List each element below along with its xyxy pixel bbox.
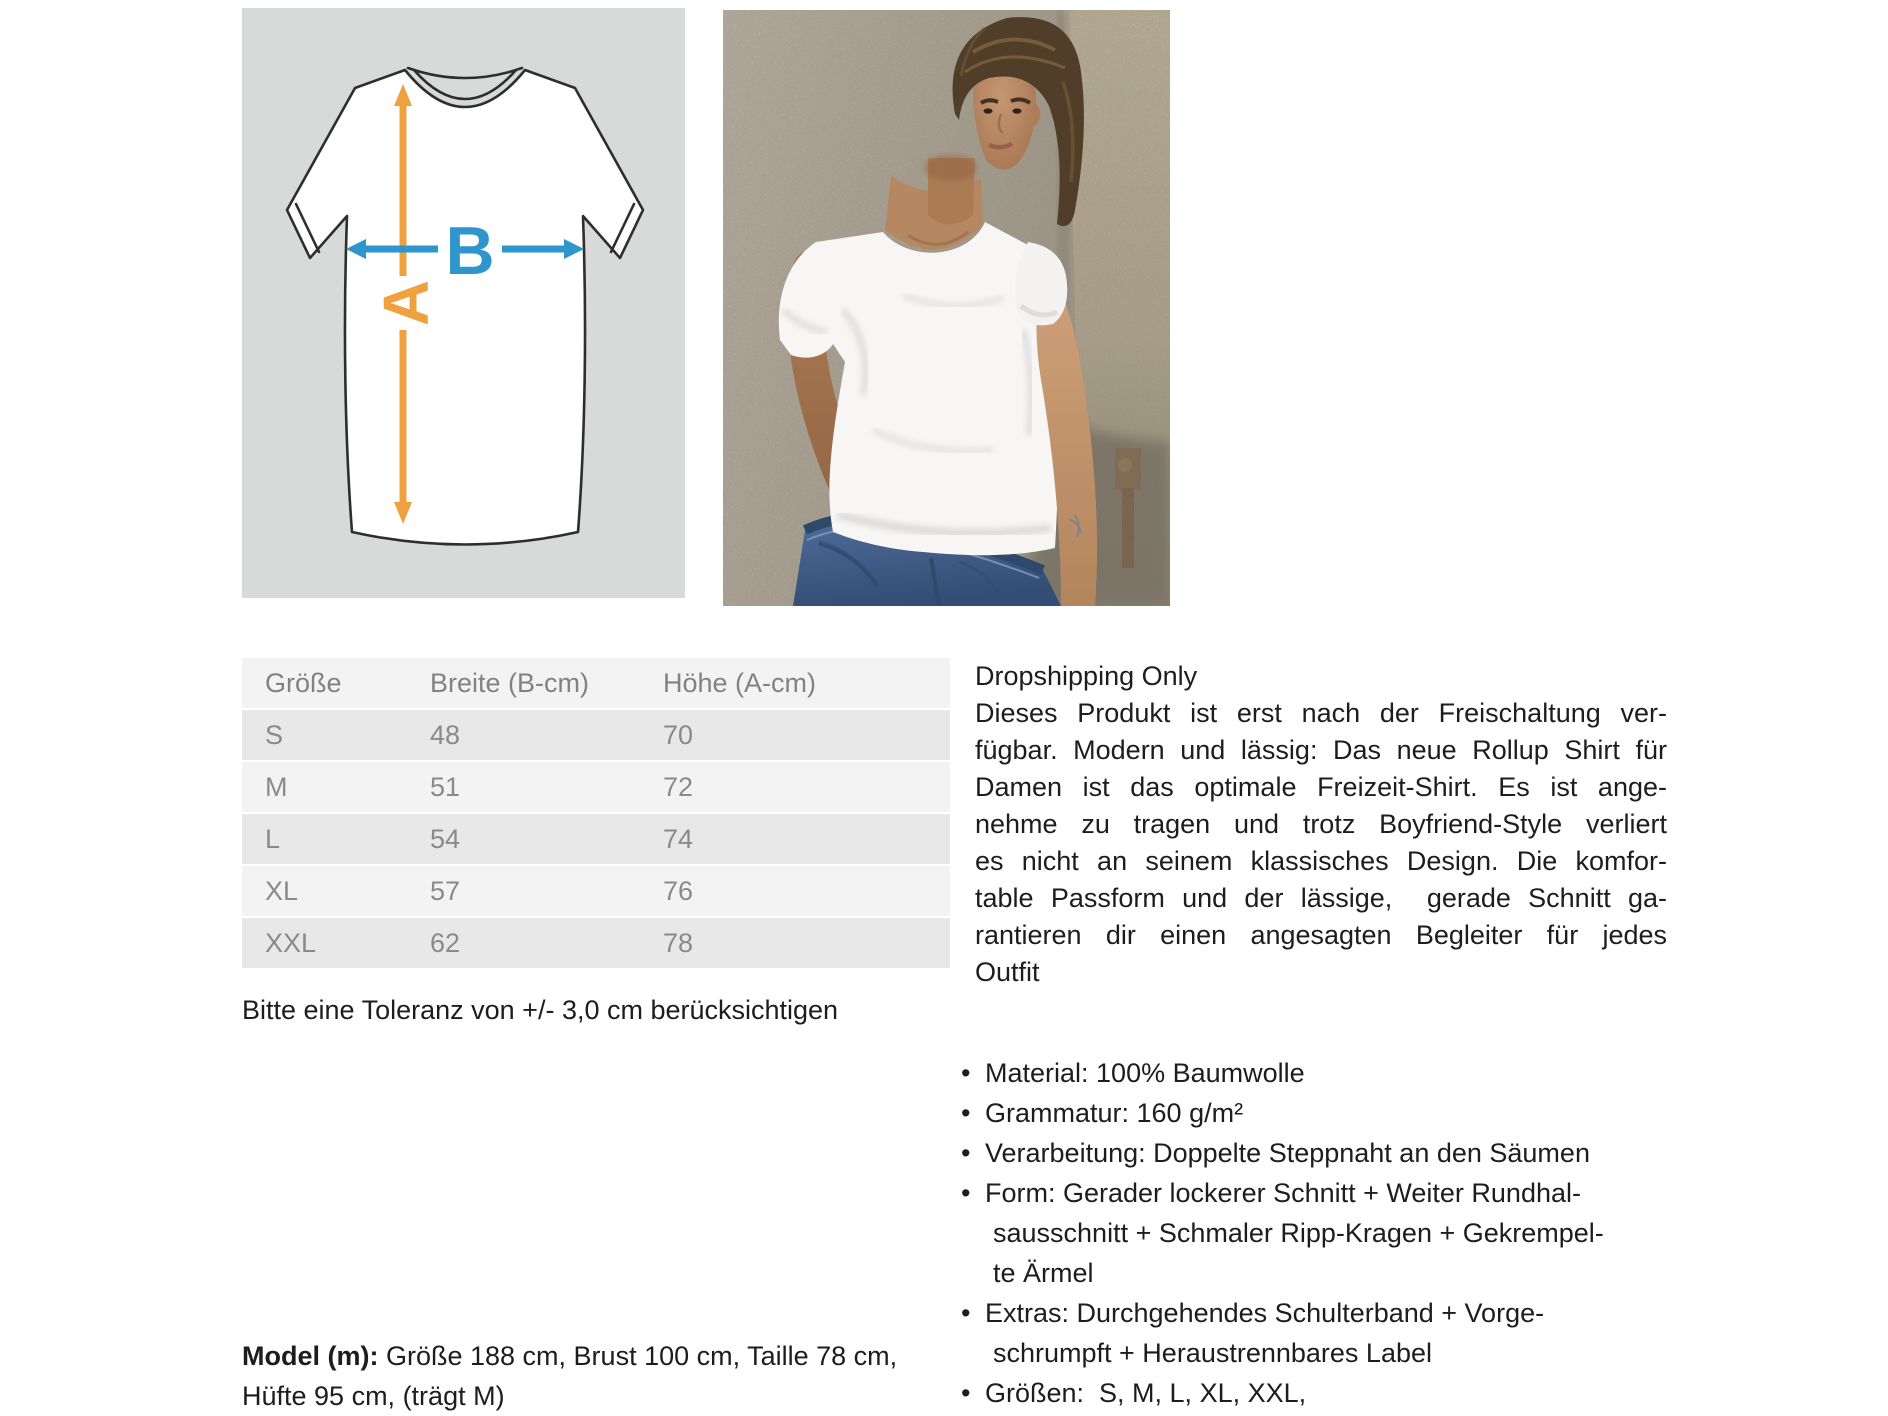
feature-item [961, 1133, 1667, 1173]
size-cell: M [265, 771, 288, 802]
feature-text: schrumpft + Heraustrennbares Label [993, 1338, 1432, 1368]
size-table-header [242, 658, 950, 710]
width-cell: 57 [430, 875, 461, 906]
feature-text: Verarbeitung: Doppelte Steppnaht an den Säumen [985, 1138, 1590, 1168]
bullet-icon: • [961, 1378, 971, 1408]
bullet-icon [961, 1253, 993, 1293]
feature-item [961, 1293, 1667, 1333]
size-cell: XXL [265, 927, 317, 958]
feature-text: Form: Gerader lockerer Schnitt + Weiter Rundhal- [985, 1178, 1581, 1208]
size-table-header-cell: Höhe (A-cm) [663, 667, 817, 698]
description-line: fügbar. Modern und lässig: Das neue Rollup Shirt für [975, 735, 1667, 765]
width-label: B [445, 213, 495, 289]
feature-text: Größen: S, M, L, XL, XXL, [985, 1378, 1307, 1408]
height-cell: 72 [663, 771, 694, 802]
height-label: A [370, 279, 442, 327]
feature-item [961, 1093, 1667, 1133]
bullet-icon [961, 1213, 993, 1253]
width-cell: 48 [430, 719, 461, 750]
bullet-icon [961, 1333, 993, 1373]
size-table-row [242, 866, 950, 918]
description-title: Dropshipping Only [975, 661, 1198, 691]
height-cell: 70 [663, 719, 694, 750]
description-line: Damen ist das optimale Freizeit-Shirt. Es ist ange- [975, 772, 1667, 802]
size-table-row [242, 814, 950, 866]
feature-item [961, 1253, 1667, 1293]
tolerance-note: Bitte eine Toleranz von +/- 3,0 cm berücksichtigen [242, 995, 839, 1025]
size-diagram [242, 8, 685, 598]
description-line: rantieren dir einen angesagten Begleiter für jedes [975, 920, 1667, 950]
bullet-icon: • [961, 1058, 971, 1088]
size-table-row [242, 762, 950, 814]
feature-text: Extras: Durchgehendes Schulterband + Vorge- [985, 1298, 1545, 1328]
model-info-measurements: Größe 188 cm, Brust 100 cm, Taille 78 cm, [378, 1341, 898, 1371]
height-cell: 78 [663, 927, 694, 958]
product-photo [723, 10, 1170, 606]
size-cell: S [265, 719, 284, 750]
feature-text: Grammatur: 160 g/m² [985, 1098, 1244, 1128]
bullet-icon: • [961, 1138, 971, 1168]
feature-text: te Ärmel [993, 1258, 1094, 1288]
bullet-icon: • [961, 1098, 971, 1128]
feature-item [961, 1173, 1667, 1213]
model-info [242, 1336, 897, 1416]
model-info-line1 [242, 1336, 897, 1376]
size-cell: XL [265, 875, 299, 906]
description-line: Outfit [975, 957, 1040, 987]
width-cell: 62 [430, 927, 461, 958]
height-cell: 76 [663, 875, 694, 906]
width-cell: 51 [430, 771, 461, 802]
feature-item [961, 1333, 1667, 1373]
feature-item [961, 1053, 1667, 1093]
size-table-row [242, 918, 950, 970]
description-line: es nicht an seinem klassisches Design. Die komfor- [975, 846, 1667, 876]
size-table-row [242, 710, 950, 762]
description-line: Dieses Produkt ist erst nach der Freischaltung ver- [975, 698, 1667, 728]
size-cell: L [265, 823, 281, 854]
product-description [961, 658, 1667, 1413]
bullet-icon: • [961, 1178, 971, 1208]
description-paragraph [975, 695, 1667, 991]
tshirt-outline [287, 68, 643, 545]
description-line: nehme zu tragen und trotz Boyfriend-Style verliert [975, 809, 1667, 839]
feature-item [961, 1213, 1667, 1253]
model-photo-illustration [723, 10, 1170, 606]
width-cell: 54 [430, 823, 461, 854]
feature-item [961, 1373, 1667, 1413]
tshirt-measure-illustration [242, 8, 685, 598]
model-info-line2: Hüfte 95 cm, (trägt M) [242, 1381, 505, 1411]
size-table-header-cell: Größe [265, 667, 342, 698]
feature-text: sausschnitt + Schmaler Ripp-Kragen + Gekrempel- [993, 1218, 1604, 1248]
model-info-label: Model (m): [242, 1341, 379, 1371]
size-table-body [242, 710, 950, 970]
description-line: table Passform und der lässige, gerade Schnitt ga- [975, 883, 1667, 913]
feature-list [961, 1053, 1667, 1413]
size-table [242, 658, 950, 970]
bullet-icon: • [961, 1298, 971, 1328]
height-cell: 74 [663, 823, 694, 854]
size-table-header-cell: Breite (B-cm) [430, 667, 590, 698]
feature-text: Material: 100% Baumwolle [985, 1058, 1305, 1088]
